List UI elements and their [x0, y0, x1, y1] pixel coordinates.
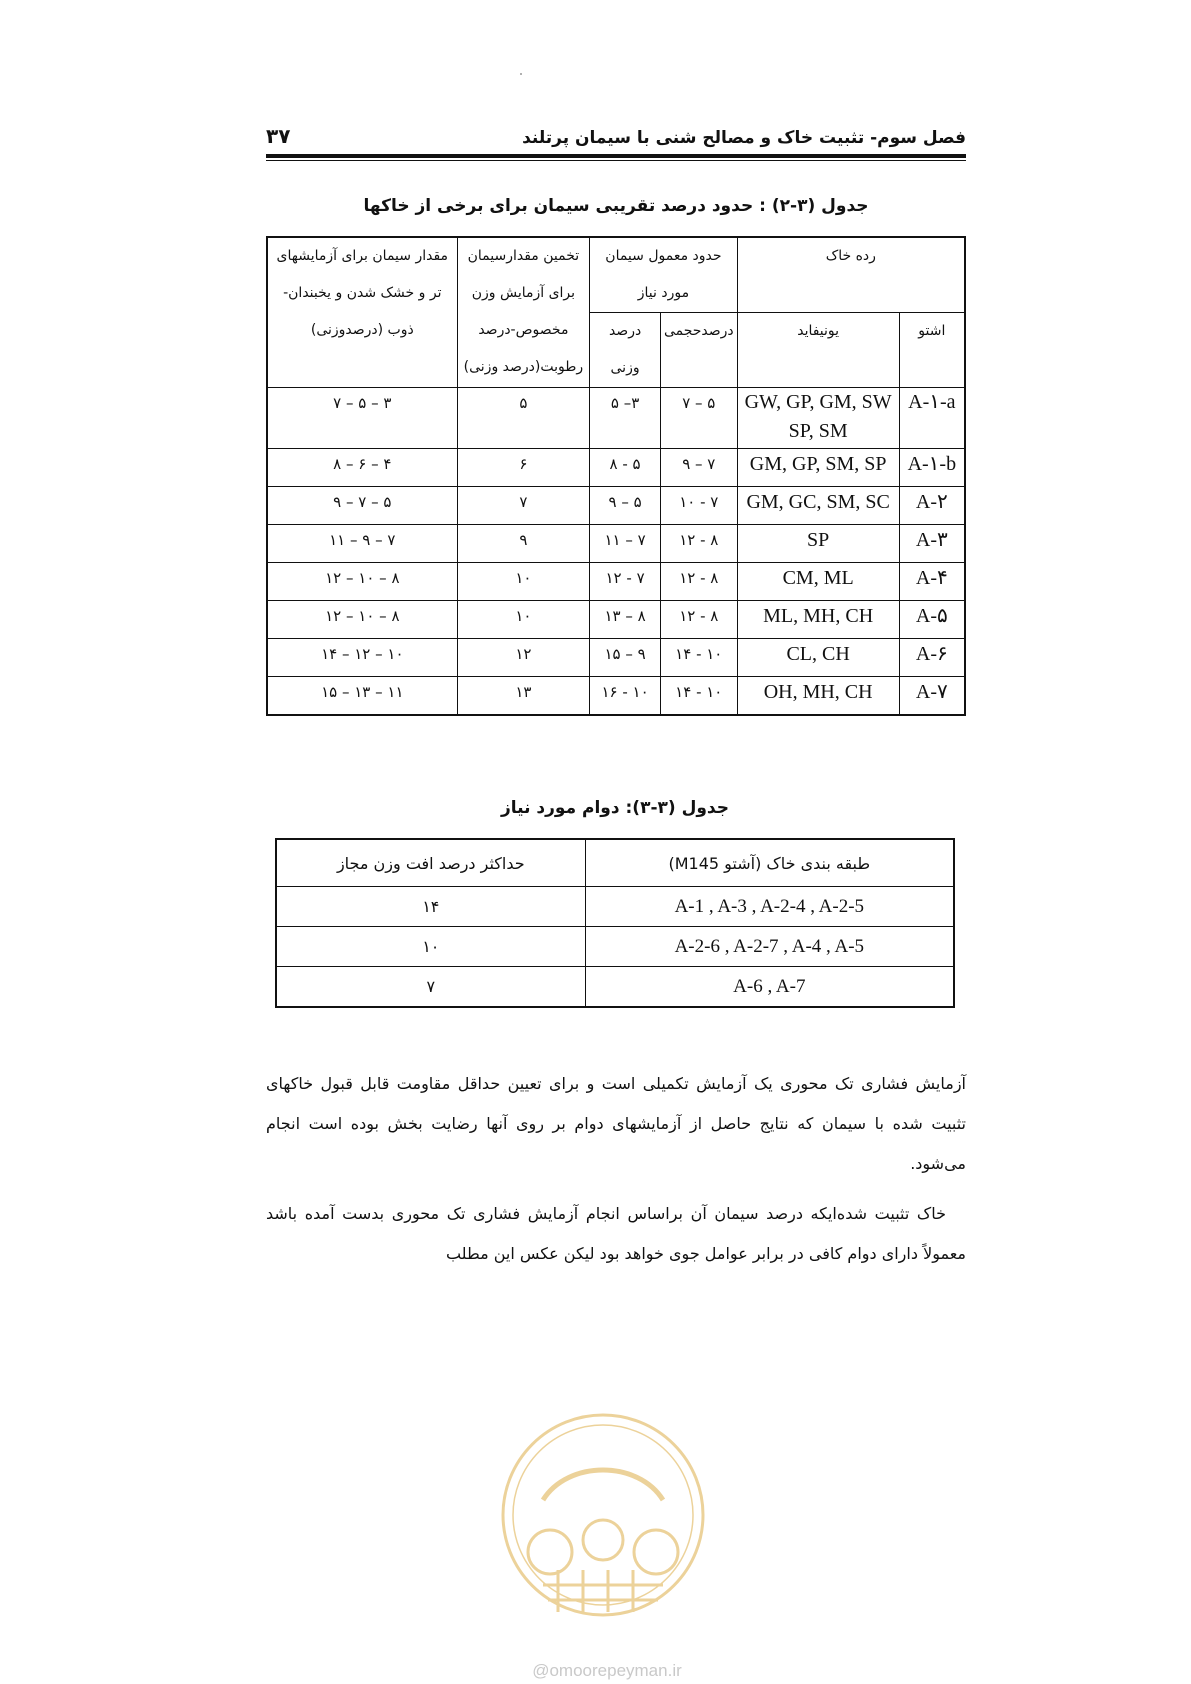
- cell-weight: ۵ - ۸: [590, 449, 661, 487]
- header-volume-percent: درصدحجمی: [660, 313, 737, 388]
- cell-volume: ۱۰ - ۱۴: [660, 677, 737, 716]
- cell-volume: ۸ - ۱۲: [660, 525, 737, 563]
- cell-volume: ۸ - ۱۲: [660, 601, 737, 639]
- cell-volume: ۷ – ۹: [660, 449, 737, 487]
- header-usual-range: حدود معمول سیمان مورد نیاز: [590, 237, 737, 313]
- cell-weight: ۹ – ۱۵: [590, 639, 661, 677]
- cell-volume: ۵ – ۷: [660, 388, 737, 449]
- cell-classification: A-6 , A-7: [585, 967, 954, 1008]
- cell-unified: CM, ML: [737, 563, 899, 601]
- header-max-loss: حداکثر درصد افت وزن مجاز: [276, 839, 585, 887]
- cell-wet-dry: ۱۱ – ۱۳ – ۱۵: [267, 677, 457, 716]
- cell-weight: ۵ – ۹: [590, 487, 661, 525]
- cell-wet-dry: ۴ – ۶ – ۸: [267, 449, 457, 487]
- cell-unified: GM, GC, SM, SC: [737, 487, 899, 525]
- cell-classification: A-2-6 , A-2-7 , A-4 , A-5: [585, 927, 954, 967]
- cell-weight: ۷ – ۱۱: [590, 525, 661, 563]
- table-row: [267, 601, 965, 639]
- header-unified: یونیفاید: [737, 313, 899, 388]
- cell-aashto: A-۲: [899, 487, 965, 525]
- cell-wet-dry: ۸ – ۱۰ – ۱۲: [267, 601, 457, 639]
- paragraph-2: خاک تثبیت شده‌ایکه درصد سیمان آن براساس انجام آزمایش فشاری تک محوری بدست آمده باشد معمولاً دارای دوام کافی در برابر عوامل جوی خواهد بود لیکن عکس این مطلب: [266, 1204, 966, 1263]
- cell-unified: GM, GP, SM, SP: [737, 449, 899, 487]
- header-rule-thick: [266, 154, 966, 158]
- header-classification: طبقه بندی خاک (آشتو M145): [585, 839, 954, 887]
- cell-aashto: A-۷: [899, 677, 965, 716]
- cell-unified: ML, MH, CH: [737, 601, 899, 639]
- cell-estimate: ۶: [457, 449, 590, 487]
- cement-percentage-table: [266, 236, 966, 716]
- cell-estimate: ۱۰: [457, 563, 590, 601]
- header-weight-percent: درصد وزنی: [590, 313, 661, 388]
- table-row: [267, 525, 965, 563]
- cell-aashto: A-۵: [899, 601, 965, 639]
- table-row: [267, 563, 965, 601]
- cell-estimate: ۱۳: [457, 677, 590, 716]
- cell-max-loss: ۱۴: [276, 887, 585, 927]
- cell-wet-dry: ۷ – ۹ – ۱۱: [267, 525, 457, 563]
- table-row: [276, 887, 954, 927]
- cell-weight: ۱۰ - ۱۶: [590, 677, 661, 716]
- table1-caption: جدول (۳-۲) : حدود درصد تقریبی سیمان برای برخی از خاکها: [363, 196, 869, 216]
- cell-wet-dry: ۳ – ۵ – ۷: [267, 388, 457, 449]
- watermark-logo: [488, 1400, 718, 1650]
- cell-volume: ۷ - ۱۰: [660, 487, 737, 525]
- page-number: ۳۷: [266, 124, 291, 148]
- cell-aashto: A-۳: [899, 525, 965, 563]
- table-row: [267, 639, 965, 677]
- cell-unified: CL, CH: [737, 639, 899, 677]
- cell-aashto: A-۱-a: [899, 388, 965, 449]
- header-aashto: اشتو: [899, 313, 965, 388]
- table-row: [267, 449, 965, 487]
- table-row: [267, 677, 965, 716]
- cell-estimate: ۵: [457, 388, 590, 449]
- cell-unified: SP: [737, 525, 899, 563]
- header-rule-thin: [266, 160, 966, 161]
- cell-max-loss: ۱۰: [276, 927, 585, 967]
- header-soil-class: رده خاک: [737, 237, 965, 313]
- header-wet-dry: مقدار سیمان برای آزمایشهای تر و خشک شدن و یخبندان-ذوب (درصدوزنی): [267, 237, 457, 388]
- scan-speck: [520, 73, 522, 75]
- cell-estimate: ۱۰: [457, 601, 590, 639]
- durability-table: [275, 838, 955, 1008]
- table2-caption: جدول (۳-۳): دوام مورد نیاز: [500, 798, 729, 818]
- cell-weight: ۸ – ۱۳: [590, 601, 661, 639]
- watermark-url: @omoorepeyman.ir: [532, 1661, 682, 1680]
- page-header: [266, 118, 966, 148]
- cell-unified: OH, MH, CH: [737, 677, 899, 716]
- cell-estimate: ۱۲: [457, 639, 590, 677]
- cell-classification: A-1 , A-3 , A-2-4 , A-2-5: [585, 887, 954, 927]
- table-row: [267, 487, 965, 525]
- header-estimate: تخمین مقدارسیمان برای آزمایش وزن مخصوص-درصد رطوبت(درصد وزنی): [457, 237, 590, 388]
- cell-wet-dry: ۵ – ۷ – ۹: [267, 487, 457, 525]
- cell-weight: ۳– ۵: [590, 388, 661, 449]
- cell-max-loss: ۷: [276, 967, 585, 1008]
- cell-estimate: ۹: [457, 525, 590, 563]
- cell-weight: ۷ - ۱۲: [590, 563, 661, 601]
- cell-wet-dry: ۸ – ۱۰ – ۱۲: [267, 563, 457, 601]
- cell-wet-dry: ۱۰ – ۱۲ – ۱۴: [267, 639, 457, 677]
- cell-aashto: A-۴: [899, 563, 965, 601]
- paragraph-1: آزمایش فشاری تک محوری یک آزمایش تکمیلی است و برای تعیین حداقل مقاومت قابل قبول خاکهای تثبیت شده با سیمان که نتایج حاصل از آزمایشهای دوام بر روی آنها رضایت بخش بوده است انجام می‌شود.: [266, 1074, 966, 1173]
- table-row: [267, 388, 965, 449]
- table-row: [276, 967, 954, 1008]
- chapter-title: فصل سوم- تثبیت خاک و مصالح شنی با سیمان پرتلند: [522, 128, 966, 148]
- table-row: [276, 927, 954, 967]
- cell-volume: ۸ - ۱۲: [660, 563, 737, 601]
- cell-unified: GW, GP, GM, SW SP, SM: [737, 388, 899, 449]
- cell-volume: ۱۰ - ۱۴: [660, 639, 737, 677]
- cell-aashto: A-۱-b: [899, 449, 965, 487]
- cell-estimate: ۷: [457, 487, 590, 525]
- cell-aashto: A-۶: [899, 639, 965, 677]
